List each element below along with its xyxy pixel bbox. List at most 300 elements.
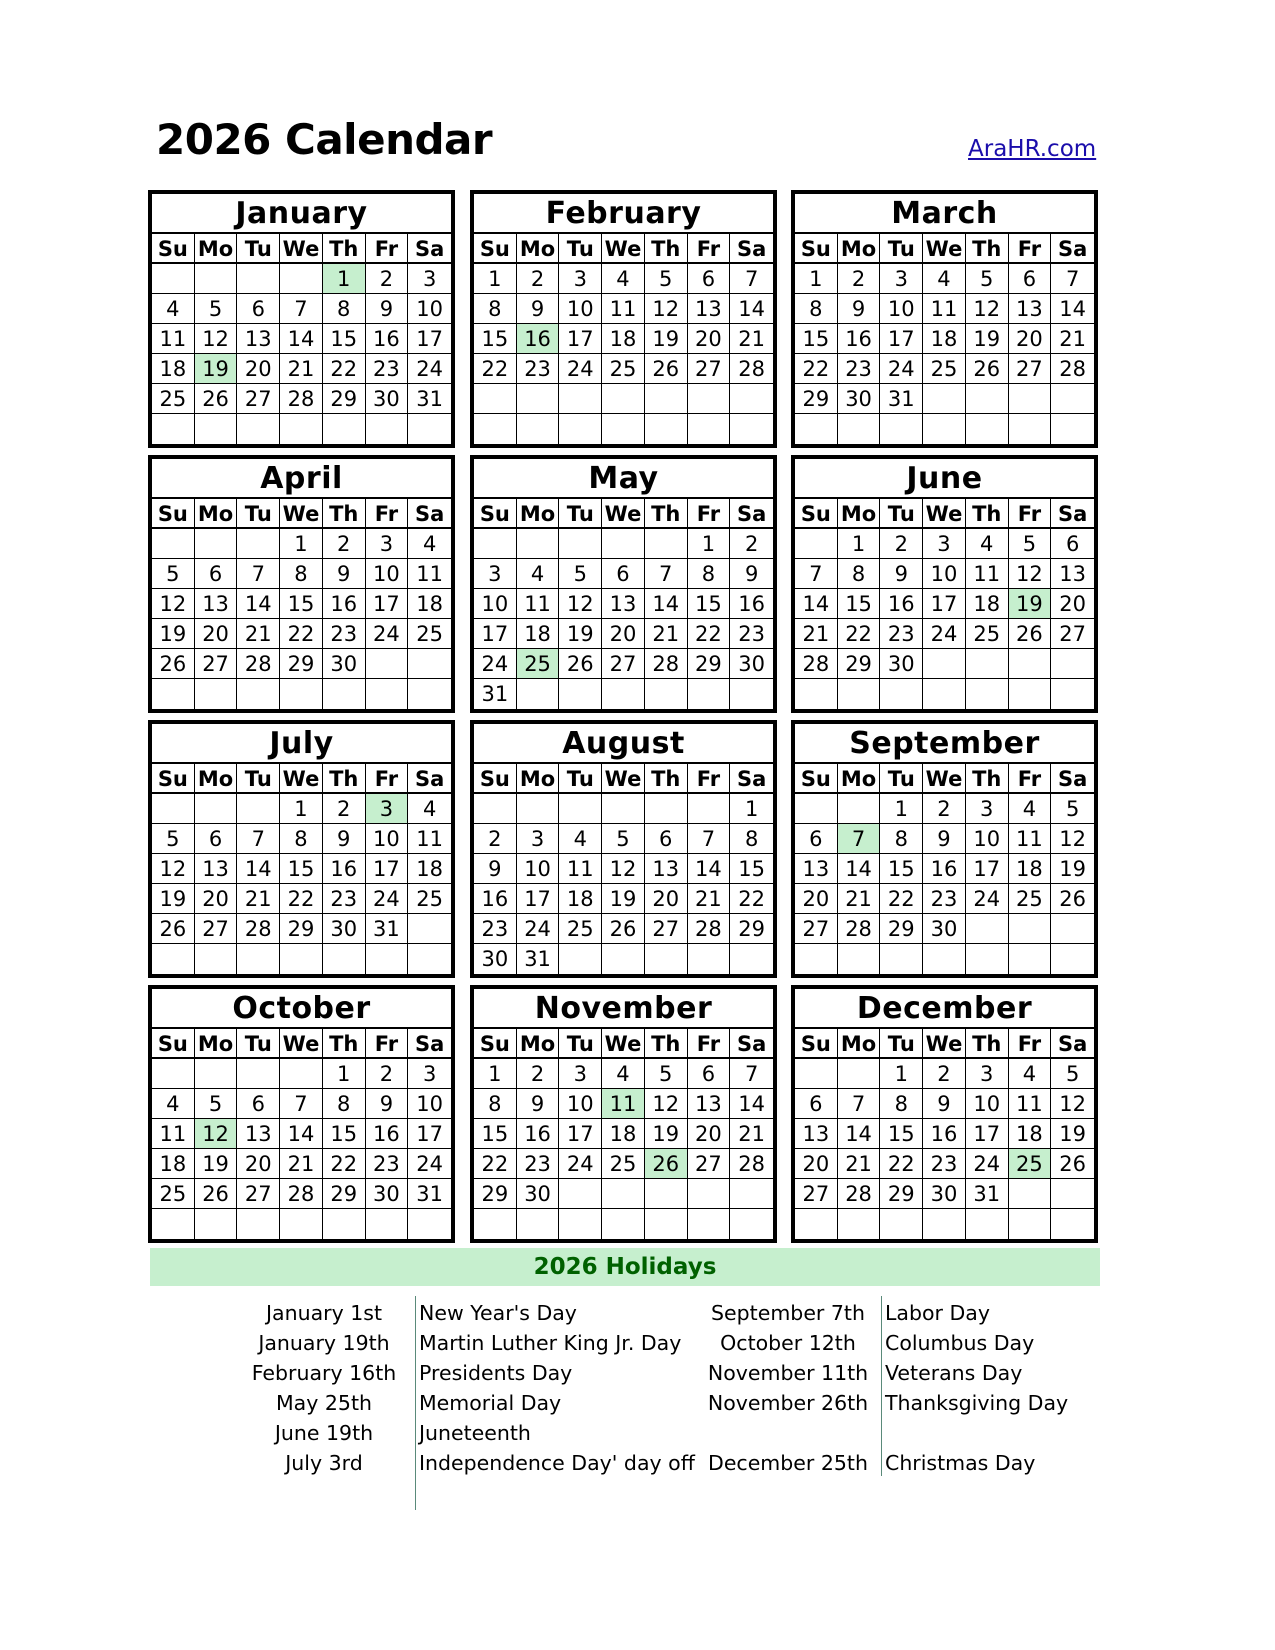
day-cell: 30 [366,384,409,414]
weekday-header: Th [966,764,1009,794]
holiday-name: Christmas Day [885,1451,1036,1475]
day-cell: 8 [688,559,731,589]
holiday-name: Juneteenth [419,1421,531,1445]
day-cell: 1 [474,264,517,294]
empty-cell [730,1209,773,1239]
empty-cell [838,1209,881,1239]
day-cell: 8 [880,824,923,854]
day-cell: 7 [280,1089,323,1119]
day-cell: 29 [323,384,366,414]
day-cell: 6 [795,824,838,854]
day-cell: 7 [280,294,323,324]
day-cell: 8 [280,559,323,589]
day-cell: 27 [1051,619,1094,649]
empty-cell [795,1059,838,1089]
empty-cell [1051,1209,1094,1239]
holiday-day-cell: 16 [517,324,560,354]
month-name: July [152,724,451,764]
day-cell: 6 [688,264,731,294]
empty-cell [152,529,195,559]
month-february [470,190,777,448]
weekday-header: We [280,764,323,794]
empty-cell [1051,914,1094,944]
day-cell: 3 [408,1059,451,1089]
holiday-date: May 25th [275,1391,372,1415]
day-cell: 20 [688,324,731,354]
empty-cell [559,1209,602,1239]
day-cell: 19 [152,619,195,649]
day-cell: 2 [923,1059,966,1089]
weekday-header: Fr [1009,1029,1052,1059]
day-cell: 19 [559,619,602,649]
month-name: June [795,459,1094,499]
empty-cell [795,529,838,559]
day-cell: 16 [923,1119,966,1149]
empty-cell [237,1209,280,1239]
day-cell: 16 [366,324,409,354]
empty-cell [966,384,1009,414]
day-cell: 20 [195,884,238,914]
day-cell: 6 [688,1059,731,1089]
empty-cell [602,679,645,709]
empty-cell [366,944,409,974]
day-cell: 27 [237,384,280,414]
day-cell: 3 [366,529,409,559]
day-cell: 10 [559,294,602,324]
day-cell: 1 [474,1059,517,1089]
day-cell: 20 [645,884,688,914]
weekday-header: Su [795,234,838,264]
day-cell: 13 [688,294,731,324]
weekday-header: Mo [195,499,238,529]
day-cell: 31 [408,384,451,414]
empty-cell [366,679,409,709]
day-cell: 23 [517,354,560,384]
holiday-names-left [419,1298,699,1478]
day-cell: 15 [323,324,366,354]
weekday-header: Tu [237,764,280,794]
day-cell: 23 [517,1149,560,1179]
day-cell: 17 [408,324,451,354]
day-cell: 19 [195,1149,238,1179]
day-cell: 21 [838,1149,881,1179]
day-cell: 4 [408,794,451,824]
weekday-header: Tu [880,764,923,794]
empty-cell [645,794,688,824]
day-cell: 9 [880,559,923,589]
day-cell: 18 [602,324,645,354]
day-cell: 16 [517,1119,560,1149]
day-cell: 10 [408,1089,451,1119]
day-cell: 4 [1009,794,1052,824]
day-cell: 21 [280,354,323,384]
empty-cell [1051,944,1094,974]
month-name: January [152,194,451,234]
month-name: August [474,724,773,764]
day-cell: 3 [923,529,966,559]
day-cell: 30 [517,1179,560,1209]
empty-cell [795,414,838,444]
day-cell: 10 [366,824,409,854]
day-cell: 12 [559,589,602,619]
day-cell: 11 [408,559,451,589]
day-cell: 11 [966,559,1009,589]
day-cell: 3 [966,794,1009,824]
day-cell: 2 [730,529,773,559]
day-cell: 9 [366,294,409,324]
day-cell: 10 [966,824,1009,854]
day-cell: 27 [795,914,838,944]
weekday-header: Fr [366,1029,409,1059]
day-cell: 4 [602,264,645,294]
day-cell: 25 [152,384,195,414]
weekday-header: We [280,1029,323,1059]
empty-cell [474,414,517,444]
holiday-name: Memorial Day [419,1391,562,1415]
weekday-header: Mo [195,764,238,794]
day-cell: 5 [602,824,645,854]
day-cell: 24 [474,649,517,679]
day-cell: 1 [730,794,773,824]
empty-cell [688,414,731,444]
day-cell: 20 [795,1149,838,1179]
day-cell: 6 [237,1089,280,1119]
day-cell: 16 [838,324,881,354]
empty-cell [195,944,238,974]
empty-cell [280,264,323,294]
day-cell: 8 [795,294,838,324]
day-cell: 5 [645,264,688,294]
empty-cell [923,679,966,709]
day-cell: 11 [517,589,560,619]
day-cell: 8 [474,294,517,324]
day-cell: 24 [366,619,409,649]
site-link[interactable]: AraHR.com [968,136,1097,162]
day-cell: 14 [1051,294,1094,324]
day-cell: 29 [323,1179,366,1209]
day-cell: 22 [880,884,923,914]
weekday-header: Sa [408,234,451,264]
empty-cell [730,1179,773,1209]
empty-cell [645,679,688,709]
day-cell: 22 [730,884,773,914]
month-september [791,720,1098,978]
day-cell: 4 [966,529,1009,559]
empty-cell [688,944,731,974]
day-cell: 17 [966,1119,1009,1149]
empty-cell [517,794,560,824]
day-cell: 29 [838,649,881,679]
empty-cell [1051,414,1094,444]
page-title: 2026 Calendar [156,115,493,164]
empty-cell [1051,1179,1094,1209]
day-cell: 5 [1009,529,1052,559]
month-may [470,455,777,713]
day-cell: 2 [323,794,366,824]
day-cell: 20 [602,619,645,649]
day-cell: 20 [237,354,280,384]
day-cell: 3 [559,1059,602,1089]
empty-cell [602,1209,645,1239]
weekday-header: Th [323,234,366,264]
weekday-header: Th [645,234,688,264]
day-cell: 1 [280,529,323,559]
day-cell: 27 [795,1179,838,1209]
day-cell: 28 [838,1179,881,1209]
day-cell: 23 [366,354,409,384]
day-cell: 30 [323,649,366,679]
day-cell: 2 [838,264,881,294]
day-cell: 16 [730,589,773,619]
day-cell: 30 [323,914,366,944]
month-name: March [795,194,1094,234]
weekday-header: Mo [195,234,238,264]
day-cell: 23 [323,619,366,649]
empty-cell [474,529,517,559]
day-cell: 7 [237,824,280,854]
day-cell: 12 [195,324,238,354]
day-cell: 26 [1009,619,1052,649]
day-cell: 8 [280,824,323,854]
empty-cell [323,1209,366,1239]
day-cell: 14 [280,1119,323,1149]
empty-cell [602,1179,645,1209]
day-cell: 23 [923,884,966,914]
month-june [791,455,1098,713]
holiday-date [704,1418,872,1448]
day-cell: 22 [323,354,366,384]
holiday-dates-left [240,1298,408,1478]
empty-cell [237,679,280,709]
empty-cell [323,679,366,709]
day-cell: 26 [195,1179,238,1209]
day-cell: 19 [1051,1119,1094,1149]
weekday-header: We [602,234,645,264]
weekday-header: Tu [880,499,923,529]
weekday-header: Sa [730,234,773,264]
weekday-header: Mo [517,764,560,794]
month-october [148,985,455,1243]
day-cell: 27 [602,649,645,679]
weekday-header: Th [966,499,1009,529]
day-cell: 31 [408,1179,451,1209]
day-cell: 14 [838,1119,881,1149]
day-cell: 11 [1009,1089,1052,1119]
empty-cell [730,944,773,974]
day-cell: 7 [237,559,280,589]
weekday-header: Fr [1009,764,1052,794]
day-cell: 23 [474,914,517,944]
day-cell: 13 [688,1089,731,1119]
day-cell: 20 [1051,589,1094,619]
day-cell: 8 [323,294,366,324]
day-cell: 20 [195,619,238,649]
holiday-day-cell: 11 [602,1089,645,1119]
holiday-name: Veterans Day [885,1361,1023,1385]
divider-line [881,1296,882,1476]
day-cell: 14 [280,324,323,354]
holiday-date: January 1st [266,1301,382,1325]
day-cell: 10 [408,294,451,324]
weekday-header: Mo [838,499,881,529]
empty-cell [645,944,688,974]
weekday-header: Tu [237,499,280,529]
day-cell: 3 [517,824,560,854]
day-cell: 15 [880,854,923,884]
day-cell: 22 [688,619,731,649]
day-cell: 15 [280,854,323,884]
day-cell: 12 [602,854,645,884]
day-cell: 9 [838,294,881,324]
holiday-date: February 16th [251,1361,397,1385]
day-cell: 31 [966,1179,1009,1209]
empty-cell [323,414,366,444]
day-cell: 30 [730,649,773,679]
day-cell: 10 [559,1089,602,1119]
day-cell: 12 [1009,559,1052,589]
day-cell: 26 [1051,1149,1094,1179]
empty-cell [688,384,731,414]
empty-cell [838,679,881,709]
day-cell: 17 [408,1119,451,1149]
empty-cell [366,1209,409,1239]
day-cell: 18 [517,619,560,649]
day-cell: 28 [838,914,881,944]
empty-cell [966,914,1009,944]
empty-cell [880,944,923,974]
day-cell: 18 [408,854,451,884]
day-cell: 18 [1009,854,1052,884]
day-cell: 9 [323,824,366,854]
day-cell: 10 [366,559,409,589]
day-cell: 17 [559,1119,602,1149]
holiday-name [885,1418,1095,1448]
empty-cell [645,1179,688,1209]
day-cell: 21 [688,884,731,914]
day-cell: 9 [923,1089,966,1119]
weekday-header: Tu [559,1029,602,1059]
day-cell: 1 [880,794,923,824]
day-cell: 20 [688,1119,731,1149]
day-cell: 12 [1051,1089,1094,1119]
empty-cell [730,384,773,414]
empty-cell [1009,1179,1052,1209]
day-cell: 19 [966,324,1009,354]
day-cell: 3 [408,264,451,294]
day-cell: 11 [559,854,602,884]
empty-cell [152,264,195,294]
day-cell: 5 [1051,794,1094,824]
day-cell: 16 [366,1119,409,1149]
day-cell: 25 [408,884,451,914]
weekday-header: Su [152,1029,195,1059]
day-cell: 2 [517,1059,560,1089]
day-cell: 14 [838,854,881,884]
day-cell: 6 [195,559,238,589]
day-cell: 13 [1051,559,1094,589]
day-cell: 5 [152,824,195,854]
month-december [791,985,1098,1243]
empty-cell [923,384,966,414]
empty-cell [1009,944,1052,974]
day-cell: 10 [966,1089,1009,1119]
day-cell: 27 [645,914,688,944]
day-cell: 13 [645,854,688,884]
weekday-header: Sa [408,1029,451,1059]
day-cell: 26 [152,914,195,944]
day-cell: 19 [645,324,688,354]
day-cell: 12 [645,294,688,324]
day-cell: 29 [795,384,838,414]
weekday-header: Tu [880,1029,923,1059]
day-cell: 26 [966,354,1009,384]
day-cell: 1 [880,1059,923,1089]
day-cell: 25 [408,619,451,649]
day-cell: 14 [237,854,280,884]
day-cell: 15 [688,589,731,619]
day-cell: 21 [730,1119,773,1149]
weekday-header: We [602,1029,645,1059]
weekday-header: Th [323,499,366,529]
day-cell: 24 [966,884,1009,914]
empty-cell [280,1059,323,1089]
day-cell: 24 [366,884,409,914]
day-cell: 10 [474,589,517,619]
empty-cell [195,679,238,709]
holiday-name: New Year's Day [419,1301,577,1325]
day-cell: 1 [280,794,323,824]
empty-cell [195,1209,238,1239]
weekday-header: Su [795,764,838,794]
holiday-name: Independence Day' day off [419,1451,695,1475]
day-cell: 15 [838,589,881,619]
day-cell: 24 [408,1149,451,1179]
holiday-day-cell: 26 [645,1149,688,1179]
day-cell: 12 [152,589,195,619]
weekday-header: Mo [517,499,560,529]
empty-cell [517,529,560,559]
day-cell: 19 [1051,854,1094,884]
holiday-names-right [885,1298,1095,1478]
holiday-name: Presidents Day [419,1361,573,1385]
day-cell: 18 [602,1119,645,1149]
day-cell: 6 [645,824,688,854]
empty-cell [966,944,1009,974]
holiday-date: October 12th [720,1331,856,1355]
day-cell: 27 [195,649,238,679]
empty-cell [474,794,517,824]
day-cell: 4 [152,1089,195,1119]
empty-cell [923,649,966,679]
day-cell: 7 [795,559,838,589]
empty-cell [237,529,280,559]
weekday-header: We [923,234,966,264]
day-cell: 7 [730,1059,773,1089]
day-cell: 9 [517,294,560,324]
empty-cell [795,794,838,824]
empty-cell [152,944,195,974]
day-cell: 11 [1009,824,1052,854]
day-cell: 31 [474,679,517,709]
day-cell: 24 [408,354,451,384]
weekday-header: Su [152,764,195,794]
holiday-name: Martin Luther King Jr. Day [419,1331,682,1355]
day-cell: 28 [795,649,838,679]
day-cell: 26 [559,649,602,679]
day-cell: 2 [323,529,366,559]
month-july [148,720,455,978]
empty-cell [966,1209,1009,1239]
